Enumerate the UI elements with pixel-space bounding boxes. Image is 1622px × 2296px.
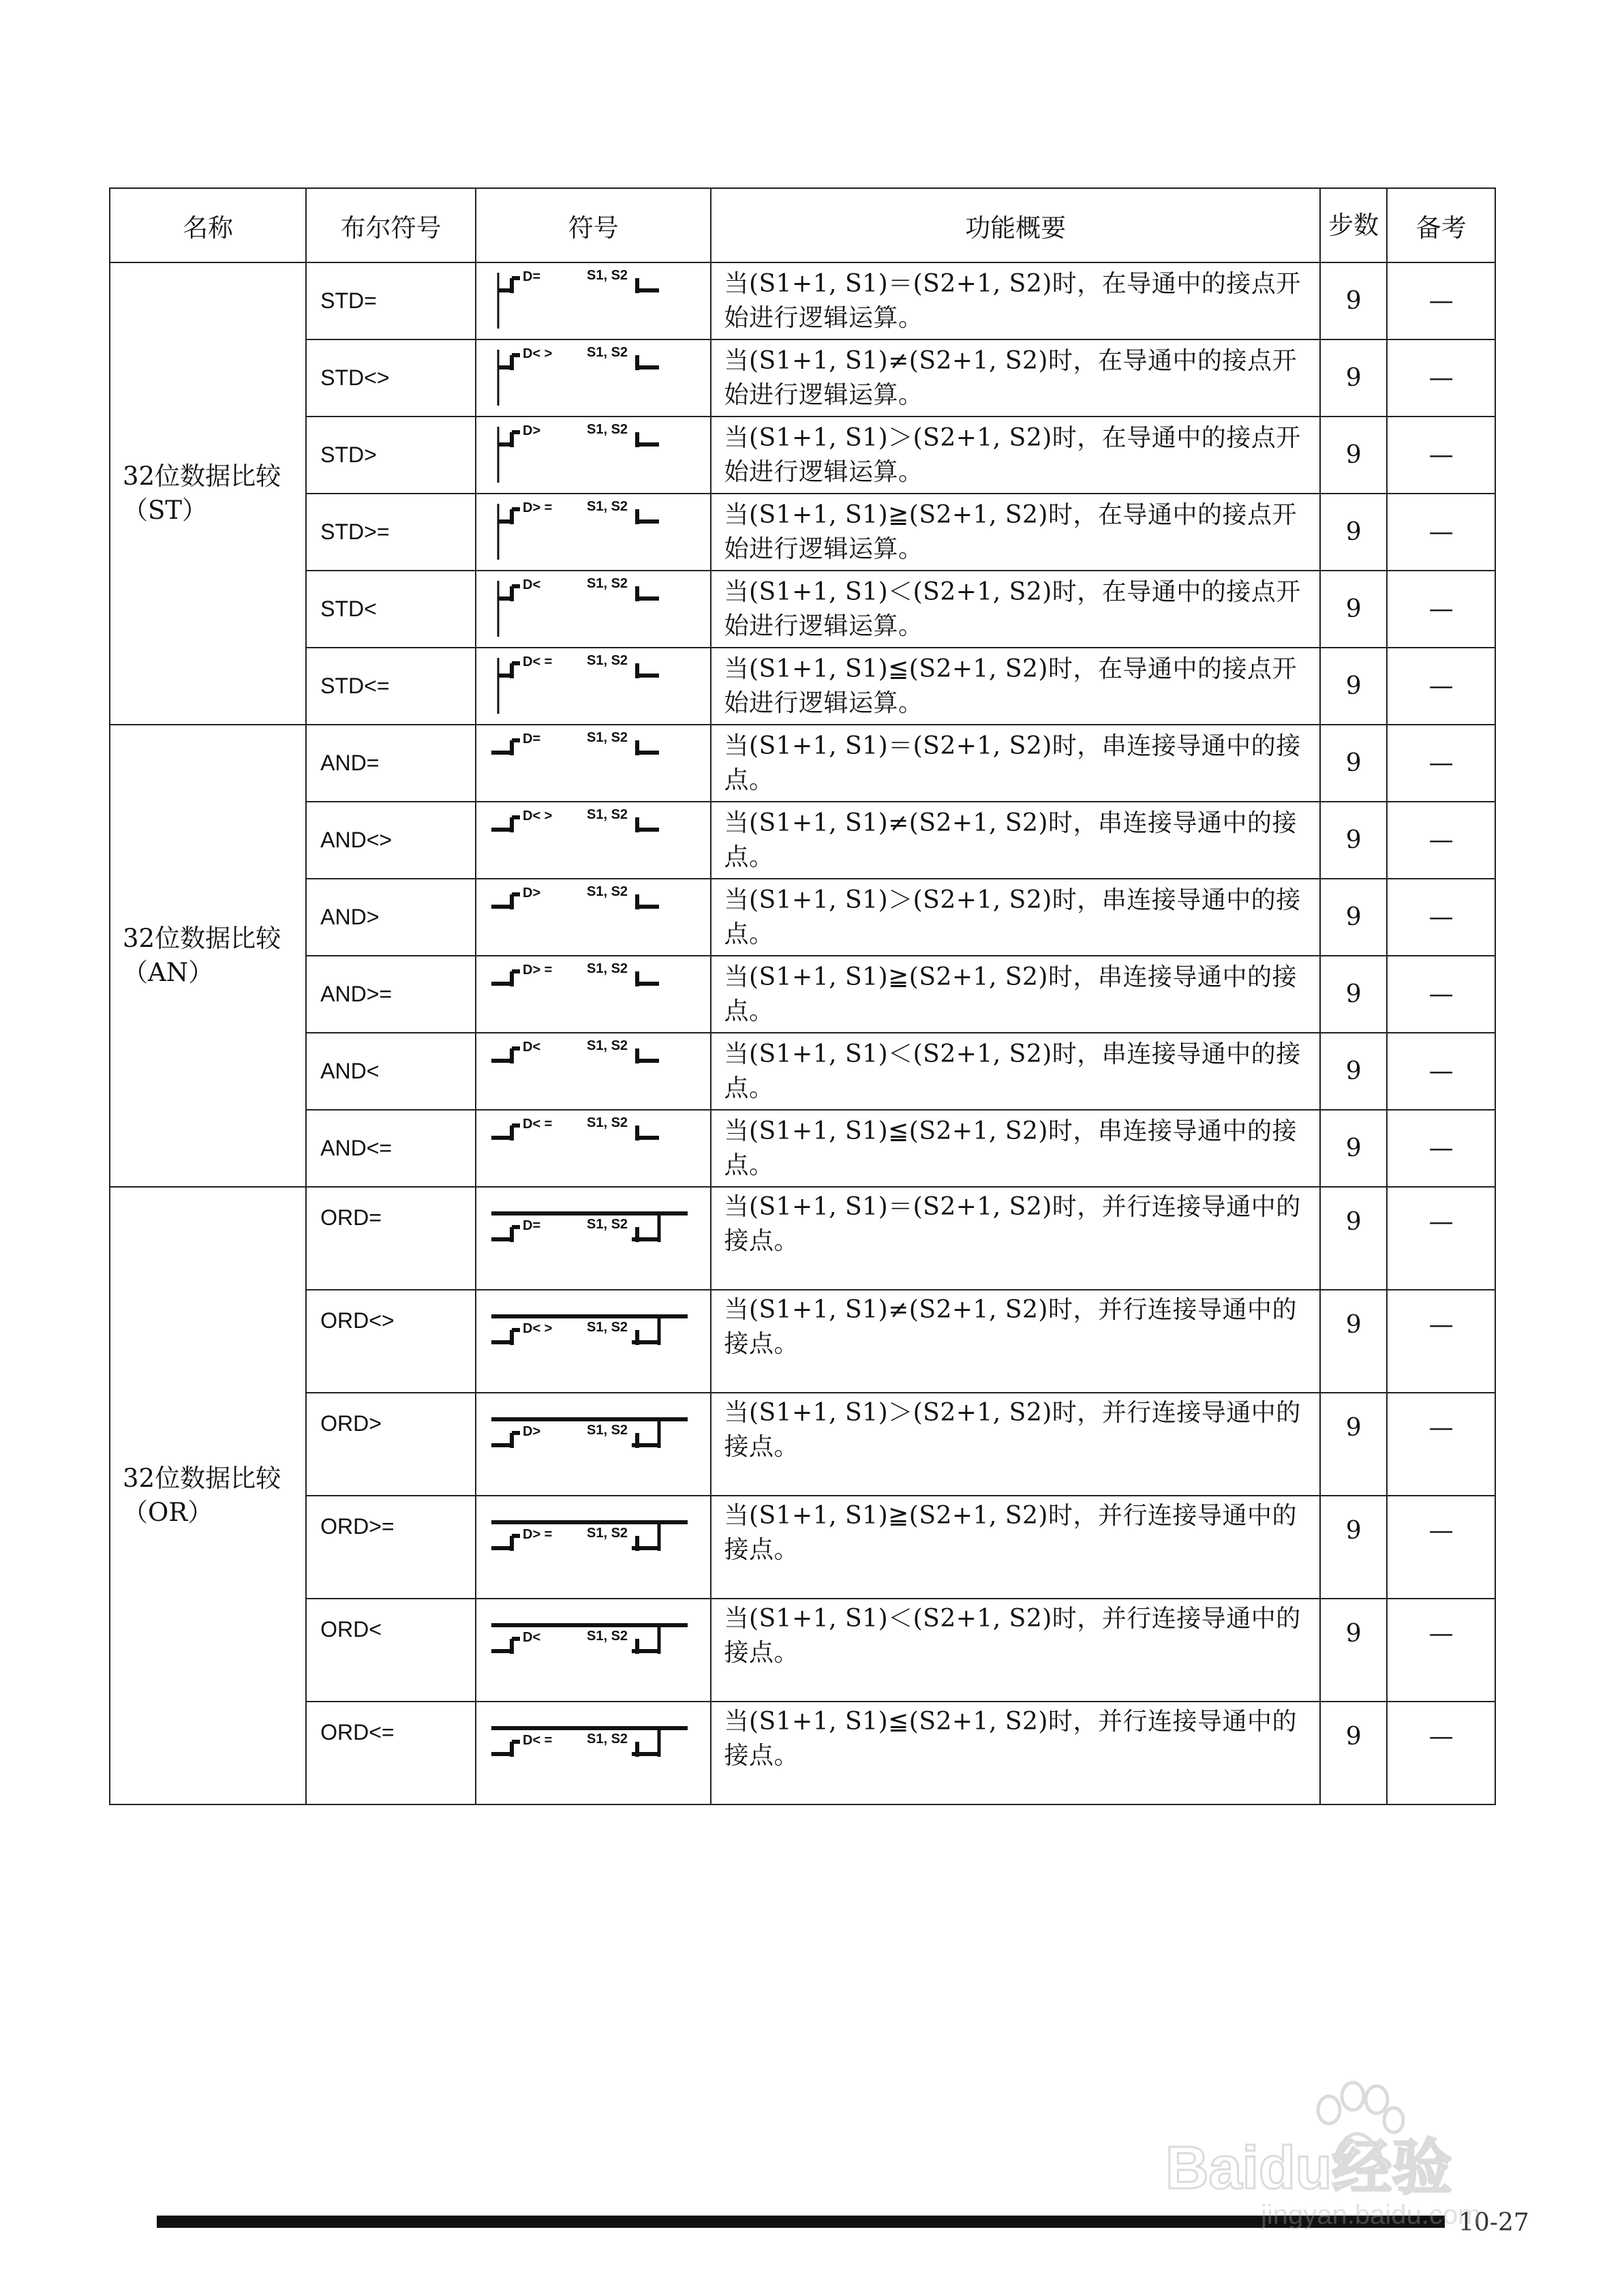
remark: —	[1387, 571, 1495, 648]
table-row	[110, 417, 1495, 494]
symbol-operands-label: S1, S2	[587, 730, 628, 745]
symbol-operator-label: D<	[523, 1630, 541, 1645]
step-count: 9	[1320, 1496, 1387, 1599]
symbol-operator-label: D>	[523, 886, 541, 901]
symbol-operator-label: D> =	[523, 1527, 553, 1542]
table-row	[110, 956, 1495, 1033]
table-row	[110, 648, 1495, 725]
remark: —	[1387, 956, 1495, 1033]
instruction-table	[109, 187, 1496, 1805]
function-description: 当(S1+1, S1)＝(S2+1, S2)时，并行连接导通中的接点。	[711, 1187, 1320, 1290]
symbol-cell	[476, 1599, 711, 1702]
table-row	[110, 1702, 1495, 1804]
symbol-operator-label: D>	[523, 1424, 541, 1439]
header-bool-symbol: 布尔符号	[306, 188, 476, 262]
remark: —	[1387, 1393, 1495, 1496]
step-count: 9	[1320, 879, 1387, 956]
step-count: 9	[1320, 1393, 1387, 1496]
table-row	[110, 339, 1495, 417]
symbol-cell	[476, 725, 711, 802]
step-count: 9	[1320, 1290, 1387, 1393]
function-description: 当(S1+1, S1)≠(S2+1, S2)时，串连接导通中的接点。	[711, 802, 1320, 879]
symbol-operands-label: S1, S2	[587, 422, 628, 437]
ladder-symbol-an	[476, 879, 711, 960]
ladder-symbol-st	[476, 571, 711, 652]
bool-symbol: STD>	[306, 417, 476, 494]
symbol-cell	[476, 956, 711, 1033]
function-description: 当(S1+1, S1)＝(S2+1, S2)时，在导通中的接点开始进行逻辑运算。	[711, 262, 1320, 339]
ladder-symbol-or	[476, 1496, 711, 1577]
symbol-operands-label: S1, S2	[587, 499, 628, 514]
function-description: 当(S1+1, S1)≦(S2+1, S2)时，串连接导通中的接点。	[711, 1110, 1320, 1187]
ladder-symbol-or	[476, 1393, 711, 1474]
step-count: 9	[1320, 802, 1387, 879]
function-description: 当(S1+1, S1)≧(S2+1, S2)时，并行连接导通中的接点。	[711, 1496, 1320, 1599]
symbol-cell	[476, 648, 711, 725]
symbol-operands-label: S1, S2	[587, 576, 628, 591]
symbol-operands-label: S1, S2	[587, 653, 628, 668]
step-count: 9	[1320, 494, 1387, 571]
bool-symbol: AND<=	[306, 1110, 476, 1187]
remark: —	[1387, 879, 1495, 956]
step-count: 9	[1320, 571, 1387, 648]
step-count: 9	[1320, 1110, 1387, 1187]
step-count: 9	[1320, 339, 1387, 417]
function-description: 当(S1+1, S1)＞(S2+1, S2)时，在导通中的接点开始进行逻辑运算。	[711, 417, 1320, 494]
symbol-operator-label: D< =	[523, 1733, 553, 1748]
remark: —	[1387, 648, 1495, 725]
table-row	[110, 571, 1495, 648]
group-name: 32位数据比较（ST）	[110, 262, 306, 725]
step-count: 9	[1320, 1033, 1387, 1110]
remark: —	[1387, 1290, 1495, 1393]
ladder-symbol-or	[476, 1599, 711, 1680]
ladder-symbol-an	[476, 956, 711, 1037]
bool-symbol: STD<>	[306, 339, 476, 417]
symbol-operands-label: S1, S2	[587, 1423, 628, 1438]
header-function: 功能概要	[711, 188, 1320, 262]
step-count: 9	[1320, 1702, 1387, 1804]
remark: —	[1387, 262, 1495, 339]
function-description: 当(S1+1, S1)≧(S2+1, S2)时，在导通中的接点开始进行逻辑运算。	[711, 494, 1320, 571]
symbol-cell	[476, 1033, 711, 1110]
bool-symbol: ORD<=	[306, 1702, 476, 1804]
symbol-operator-label: D> =	[523, 500, 553, 515]
ladder-symbol-st	[476, 417, 711, 498]
header-steps: 步数	[1320, 188, 1387, 262]
remark: —	[1387, 1496, 1495, 1599]
table-row	[110, 494, 1495, 571]
symbol-operator-label: D=	[523, 269, 541, 284]
bool-symbol: ORD<	[306, 1599, 476, 1702]
table-body	[110, 262, 1495, 1804]
symbol-operands-label: S1, S2	[587, 961, 628, 976]
bool-symbol: ORD>=	[306, 1496, 476, 1599]
function-description: 当(S1+1, S1)≦(S2+1, S2)时，并行连接导通中的接点。	[711, 1702, 1320, 1804]
bool-symbol: AND>=	[306, 956, 476, 1033]
symbol-cell	[476, 1496, 711, 1599]
symbol-operands-label: S1, S2	[587, 1526, 628, 1541]
group-name: 32位数据比较（OR）	[110, 1187, 306, 1804]
step-count: 9	[1320, 725, 1387, 802]
page-number: 10-27	[1458, 2209, 1529, 2237]
table-row	[110, 1187, 1495, 1290]
symbol-operator-label: D=	[523, 731, 541, 746]
symbol-operands-label: S1, S2	[587, 1629, 628, 1644]
symbol-cell	[476, 879, 711, 956]
function-description: 当(S1+1, S1)≠(S2+1, S2)时，在导通中的接点开始进行逻辑运算。	[711, 339, 1320, 417]
symbol-cell	[476, 417, 711, 494]
symbol-cell	[476, 339, 711, 417]
symbol-cell	[476, 262, 711, 339]
ladder-symbol-st	[476, 263, 711, 344]
step-count: 9	[1320, 1187, 1387, 1290]
table-row	[110, 1393, 1495, 1496]
table-row	[110, 1290, 1495, 1393]
table-row	[110, 1110, 1495, 1187]
table-row	[110, 1599, 1495, 1702]
symbol-cell	[476, 1187, 711, 1290]
bool-symbol: AND=	[306, 725, 476, 802]
symbol-cell	[476, 1393, 711, 1496]
symbol-operands-label: S1, S2	[587, 1732, 628, 1747]
step-count: 9	[1320, 1599, 1387, 1702]
remark: —	[1387, 802, 1495, 879]
function-description: 当(S1+1, S1)＜(S2+1, S2)时，在导通中的接点开始进行逻辑运算。	[711, 571, 1320, 648]
function-description: 当(S1+1, S1)≧(S2+1, S2)时，串连接导通中的接点。	[711, 956, 1320, 1033]
bool-symbol: STD>=	[306, 494, 476, 571]
ladder-symbol-or	[476, 1702, 711, 1783]
remark: —	[1387, 1187, 1495, 1290]
bool-symbol: AND>	[306, 879, 476, 956]
symbol-cell	[476, 494, 711, 571]
symbol-operands-label: S1, S2	[587, 807, 628, 822]
symbol-operator-label: D> =	[523, 963, 553, 978]
table-row	[110, 1496, 1495, 1599]
watermark-url: jingyan.baidu.com	[1261, 2200, 1481, 2229]
function-description: 当(S1+1, S1)＜(S2+1, S2)时，并行连接导通中的接点。	[711, 1599, 1320, 1702]
symbol-operator-label: D>	[523, 423, 541, 438]
function-description: 当(S1+1, S1)＝(S2+1, S2)时，串连接导通中的接点。	[711, 725, 1320, 802]
ladder-symbol-st	[476, 340, 711, 421]
step-count: 9	[1320, 648, 1387, 725]
symbol-operands-label: S1, S2	[587, 1115, 628, 1130]
remark: —	[1387, 725, 1495, 802]
symbol-operands-label: S1, S2	[587, 268, 628, 283]
bool-symbol: AND<	[306, 1033, 476, 1110]
bool-symbol: AND<>	[306, 802, 476, 879]
bool-symbol: ORD=	[306, 1187, 476, 1290]
symbol-operator-label: D<	[523, 1040, 541, 1055]
header-row	[110, 188, 1495, 262]
header-remarks: 备考	[1387, 188, 1495, 262]
ladder-symbol-or	[476, 1188, 711, 1268]
symbol-operands-label: S1, S2	[587, 1320, 628, 1335]
table-row	[110, 1033, 1495, 1110]
function-description: 当(S1+1, S1)＜(S2+1, S2)时，串连接导通中的接点。	[711, 1033, 1320, 1110]
bool-symbol: ORD<>	[306, 1290, 476, 1393]
function-description: 当(S1+1, S1)≠(S2+1, S2)时，并行连接导通中的接点。	[711, 1290, 1320, 1393]
symbol-cell	[476, 1702, 711, 1804]
remark: —	[1387, 494, 1495, 571]
symbol-cell	[476, 571, 711, 648]
symbol-operator-label: D< =	[523, 1117, 553, 1132]
ladder-symbol-st	[476, 648, 711, 729]
step-count: 9	[1320, 262, 1387, 339]
bool-symbol: ORD>	[306, 1393, 476, 1496]
table-row	[110, 725, 1495, 802]
step-count: 9	[1320, 417, 1387, 494]
symbol-cell	[476, 1290, 711, 1393]
remark: —	[1387, 1110, 1495, 1187]
symbol-operands-label: S1, S2	[587, 345, 628, 360]
remark: —	[1387, 1702, 1495, 1804]
header-symbol: 符号	[476, 188, 711, 262]
remark: —	[1387, 339, 1495, 417]
symbol-cell	[476, 802, 711, 879]
symbol-operator-label: D< >	[523, 1321, 553, 1336]
bool-symbol: STD=	[306, 262, 476, 339]
symbol-operator-label: D<	[523, 577, 541, 592]
group-name: 32位数据比较（AN）	[110, 725, 306, 1187]
remark: —	[1387, 1033, 1495, 1110]
bool-symbol: STD<=	[306, 648, 476, 725]
symbol-operator-label: D< >	[523, 346, 553, 361]
baidu-watermark-logo	[1159, 2072, 1540, 2229]
ladder-symbol-st	[476, 494, 711, 575]
symbol-cell	[476, 1110, 711, 1187]
symbol-operands-label: S1, S2	[587, 1217, 628, 1232]
symbol-operands-label: S1, S2	[587, 1038, 628, 1053]
symbol-operator-label: D< =	[523, 654, 553, 669]
bool-symbol: STD<	[306, 571, 476, 648]
ladder-symbol-or	[476, 1290, 711, 1371]
function-description: 当(S1+1, S1)＞(S2+1, S2)时，串连接导通中的接点。	[711, 879, 1320, 956]
ladder-symbol-an	[476, 802, 711, 883]
table-row	[110, 802, 1495, 879]
remark: —	[1387, 1599, 1495, 1702]
function-description: 当(S1+1, S1)＞(S2+1, S2)时，并行连接导通中的接点。	[711, 1393, 1320, 1496]
watermark-brand: Baidu经验	[1165, 2134, 1452, 2201]
step-count: 9	[1320, 956, 1387, 1033]
remark: —	[1387, 417, 1495, 494]
symbol-operator-label: D< >	[523, 809, 553, 824]
header-name: 名称	[110, 188, 306, 262]
symbol-operator-label: D=	[523, 1218, 541, 1233]
ladder-symbol-an	[476, 1033, 711, 1114]
ladder-symbol-an	[476, 725, 711, 806]
table-row	[110, 262, 1495, 339]
table-row	[110, 879, 1495, 956]
symbol-operands-label: S1, S2	[587, 884, 628, 899]
function-description: 当(S1+1, S1)≦(S2+1, S2)时，在导通中的接点开始进行逻辑运算。	[711, 648, 1320, 725]
ladder-symbol-an	[476, 1111, 711, 1191]
